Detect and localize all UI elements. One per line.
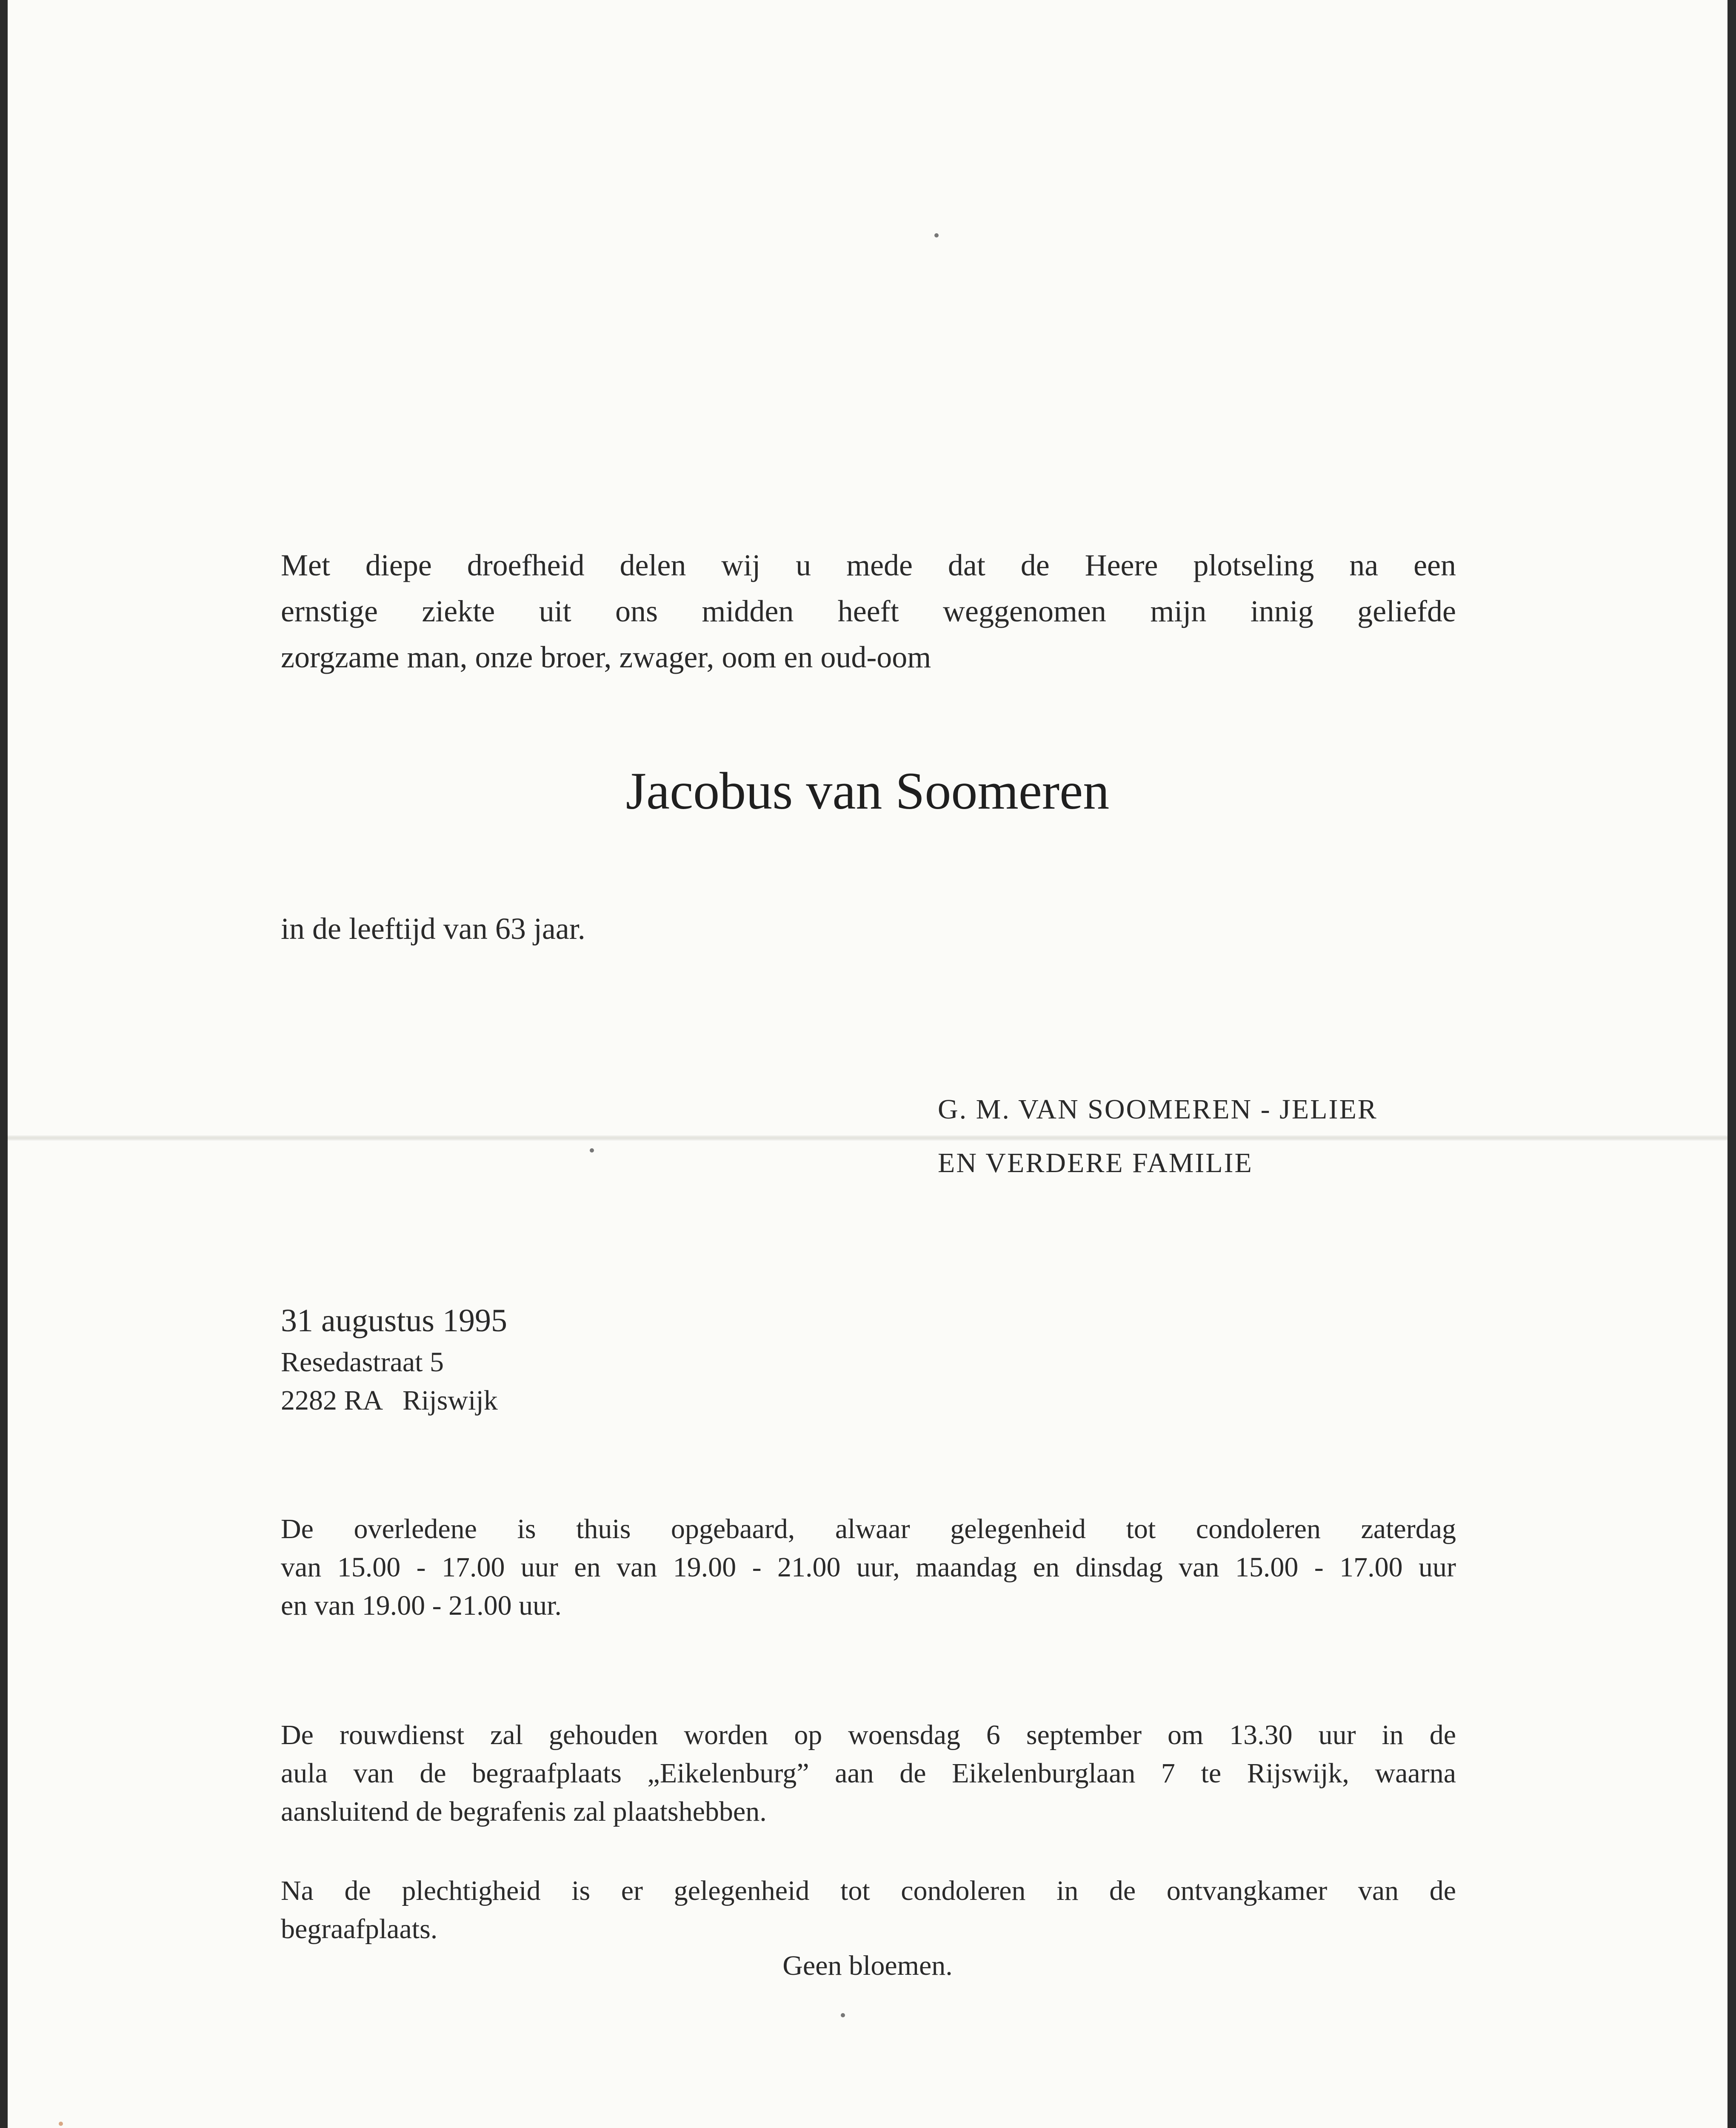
paper-speck <box>590 1148 594 1153</box>
intro-line: Met diepe droefheid delen wij u mede dat de Heere plotseling na een <box>281 548 1456 582</box>
address-street: Resedastraat 5 <box>281 1347 444 1378</box>
viewing-line: van 15.00 - 17.00 uur en van 19.00 - 21.00 uur, maandag en dinsdag van 15.00 - 17.00 uur <box>281 1552 1456 1583</box>
service-line: aansluitend de begrafenis zal plaatshebben. <box>281 1796 767 1827</box>
viewing-line: De overledene is thuis opgebaard, alwaar gelegenheid tot condoleren zaterdag <box>281 1513 1456 1545</box>
family-signature <box>938 1083 1378 1190</box>
no-flowers-note: Geen bloemen. <box>782 1950 953 1981</box>
intro-line: ernstige ziekte uit ons midden heeft weggenomen mijn innig geliefde <box>281 594 1456 628</box>
date-line: 31 augustus 1995 <box>281 1303 507 1339</box>
service-line: De rouwdienst zal gehouden worden op woensdag 6 september om 13.30 uur in de <box>281 1719 1456 1750</box>
condolences-line: begraafplaats. <box>281 1913 438 1945</box>
deceased-name: Jacobus van Soomeren <box>625 762 1110 820</box>
intro-line: zorgzame man, onze broer, zwager, oom en oud-oom <box>281 640 931 674</box>
viewing-paragraph <box>281 1510 1456 1625</box>
paper-speck <box>59 2122 63 2126</box>
paper-speck <box>841 2013 845 2017</box>
address-block <box>281 1343 498 1420</box>
family-line: EN VERDERE FAMILIE <box>938 1147 1253 1178</box>
funeral-card <box>8 0 1727 2128</box>
address-city: 2282 RA Rijswijk <box>281 1385 498 1416</box>
condolences-line: Na de plechtigheid is er gelegenheid tot condoleren in de ontvangkamer van de <box>281 1875 1456 1906</box>
intro-paragraph <box>281 542 1456 680</box>
paper-fold-line <box>8 1136 1727 1141</box>
service-paragraph <box>281 1716 1456 1831</box>
paper-speck <box>934 233 939 237</box>
service-line: aula van de begraafplaats „Eikelenburg” aan de Eikelenburglaan 7 te Rijswijk, waarna <box>281 1758 1456 1789</box>
condolences-paragraph <box>281 1872 1456 1948</box>
age-line: in de leeftijd van 63 jaar. <box>281 912 585 946</box>
family-line: G. M. VAN SOOMEREN - JELIER <box>938 1094 1378 1125</box>
viewing-line: en van 19.00 - 21.00 uur. <box>281 1590 562 1621</box>
